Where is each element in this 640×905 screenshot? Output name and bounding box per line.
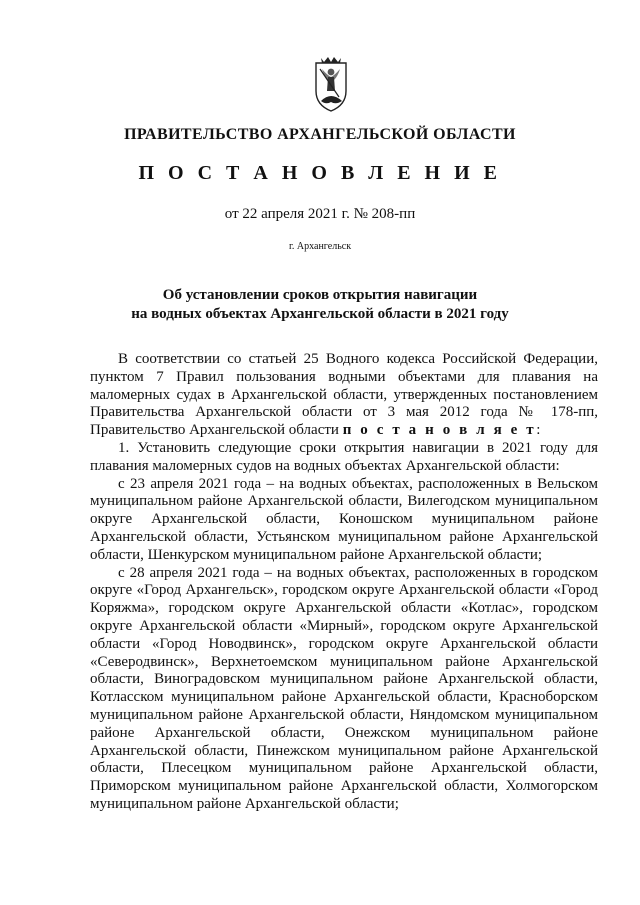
document-date-number: от 22 апреля 2021 г. № 208-пп xyxy=(224,206,416,222)
document-type: П О С Т А Н О В Л Е Н И Е xyxy=(138,162,502,184)
resolves-keyword: п о с т а н о в л я е т xyxy=(342,422,537,439)
document-city: г. Архангельск xyxy=(288,241,352,252)
document-title xyxy=(0,286,640,324)
preamble-colon: : xyxy=(536,422,541,439)
preamble-text: В соответствии со статьей 25 Водного кодекса Российской Федерации, пунктом 7 Правил пользования водными объектами для плавания на маломерных судах в Архангельской области, утвержденных постановлением Правительства Архангельской области от 3 мая 2012 года № 178-пп, Правительство Архангельской области xyxy=(90,351,598,439)
paragraph-april-23: с 23 апреля 2021 года – на водных объектах, расположенных в Вельском муниципальном районе Архангельской области, Вилегодском муниципальном округе Архангельской области, Коношском муниципальном районе Архангельской области, Устьянском муниципальном районе Архангельской области, Шенкурском муниципальном районе Архангельской области; xyxy=(90,475,598,563)
document-body xyxy=(90,351,598,814)
coat-of-arms-icon xyxy=(312,55,350,113)
paragraph-april-28: с 28 апреля 2021 года – на водных объектах, расположенных в городском округе «Город Архангельск», городском округе Архангельской области «Город Коряжма», городском округе Архангельской области «Котлас», городском округе Архангельской области «Мирный», городском округе Архангельской области «Город Новодвинск», городском округе Архангельской области «Северодвинск», Верхнетоемском муниципальном районе Архангельской области, Виноградовском муниципальном районе Архангельской области, Котласском муниципальном районе Архангельской области, Красноборском муниципальном районе Архангельской области, Няндомском муниципальном районе Архангельской области, Онежском муниципальном районе Архангельской области, Пинежском муниципальном районе Архангельской области, Плесецком муниципальном районе Архангельской области, Приморском муниципальном районе Архангельской области, Холмогорском муниципальном районе Архангельской области; xyxy=(90,564,598,812)
authority-name: ПРАВИТЕЛЬСТВО АРХАНГЕЛЬСКОЙ ОБЛАСТИ xyxy=(124,126,516,143)
paragraph-preamble xyxy=(90,351,598,440)
title-line-1: Об установлении сроков открытия навигации xyxy=(162,287,478,303)
title-line-2: на водных объектах Архангельской области в 2021 году xyxy=(131,306,509,322)
paragraph-item-1: 1. Установить следующие сроки открытия навигации в 2021 году для плавания маломерных судов на водных объектах Архангельской области: xyxy=(90,439,598,474)
